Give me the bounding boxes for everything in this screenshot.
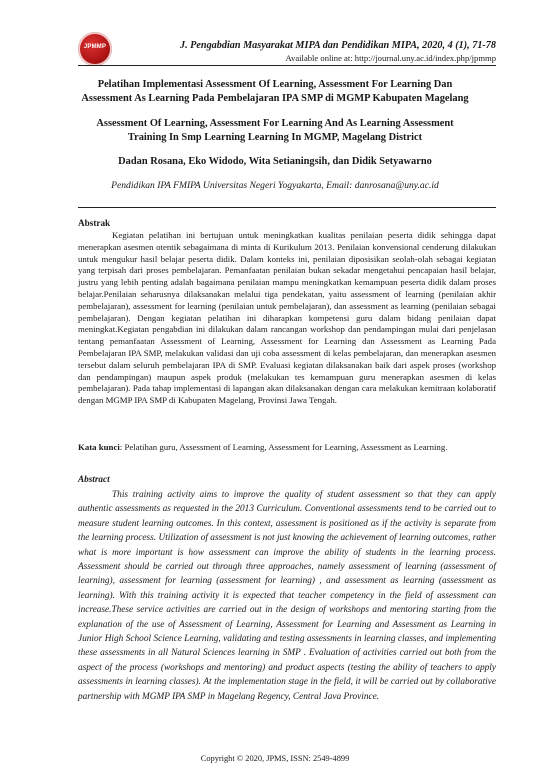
article-title-indonesian [60,78,490,106]
keywords-text: : Pelatihan guru, Assessment of Learning, Assessment for Learning, Assessment as Learning. [119,442,448,452]
abstract-heading: Abstract [78,474,110,484]
header-divider [78,65,496,66]
keywords-label: Kata kunci [78,442,120,452]
abstrak-heading: Abstrak [78,218,111,228]
title-en-line-1: Assessment Of Learning, Assessment For Learning And As Learning Assessment [96,118,454,129]
abstrak-body: Kegiatan pelatihan ini bertujuan untuk meningkatkan kualitas penilaian peserta didik sehingga dapat menerapkan asesmen otentik sebagaimana di minta di Kurikulum 2013. Penilaian konvensional cenderung dilakukan untuk mengukur hasil belajar peserta didik. Dalam konteks ini, penilaian diposisikan seolah-olah sebagai kegiatan yang terpisah dari proses pembelajaran. Pemanfaatan penilaian bukan sekadar mengetahui pencapaian hasil belajar, justru yang lebih penting adalah bagaimana penilaian mampu meningkatkan kemampuan peserta didik dalam proses belajar.Penilaian seharusnya dilaksanakan melalui tiga pendekatan, yaitu assessment of learning (penilaian akhir pembelajaran), assessment for learning (penilaian untuk pembelajaran), dan assessment as learning (penilaian sebagai pembelajaran). Dengan kegiatan pelatihan ini diharapkan kompetensi guru dalam bidang penilaian dapat meningkat.Kegiatan pengabdian ini dilakukan dalam rancangan workshop dan pendampingan mulai dari penjelasan tentang pemanfaatan Assessment of Learning, Assessment for Learning dan Assessment as Learning Pada Pembelajaran IPA SMP, melakukan validasi dan uji coba assessment di kelas pembelajaran, dan menerapkan asesmen tersebut dalam seluruh pembelajaran IPA di SMP. Evaluasi kegiatan dilaksanakan baik dari aspek proses (workshop dan pendampingan) maupun aspek produk (melakukan tes kemampuan guru menerapkan asesmen di kelas pembelajaran). Pada tahap implementasi di lapangan akan dilaksanakan dengan cara melakukan kemitraan kolaboratif dengan MGMP IPA SMP di Kabupaten Magelang, Provinsi Jawa Tengah. [78,230,496,406]
authors: Dadan Rosana, Eko Widodo, Wita Setianingsih, dan Didik Setyawarno [118,156,432,167]
title-id-line-2: Assessment As Learning Pada Pembelajaran IPA SMP di MGMP Kabupaten Magelang [81,93,469,104]
section-divider [78,207,496,208]
title-en-line-2: Training In Smp Learning Learning In MGMP, Magelang District [127,132,423,143]
title-id-line-1: Pelatihan Implementasi Assessment Of Learning, Assessment For Learning Dan [97,79,453,90]
copyright-footer: Copyright © 2020, JPMS, ISSN: 2549-4899 [200,754,350,763]
keywords [78,442,496,454]
abstract-body: This training activity aims to improve the quality of student assessment so that they can apply authentic assessments as requested in the 2013 Curriculum. Conventional assessments tend to be carried out to measure student learning outcomes. In this context, assessment is positioned as if the activity is separate from the learning process. Utilization of assessment is not just knowing the achievement of learning outcomes, rather what is more important is how assessment can improve the ability of students in the learning process. Assessment should be carried out through three approaches, namely assessment of learning (assessment of learning), assessment for learning (assessment for learning) , and assessment as learning (assessment as learning). With this training activity it is expected that teacher competency in the field of assessment can increase.These service activities are carried out in the design of workshops and mentoring starting from the explanation of the use of Assessment of Learning, Assessment for Learning and Assessment as Learning in Junior High School Science Learning, validating and testing assessments in learning classes, and implementing these assessments in all Natural Sciences learning in SMP . Evaluation of activities carried out both from the aspect of the process (workshops and mentoring) and product aspects (testing the ability of teachers to apply assessments in learning classes). At the implementation stage in the field, it will be carried out by collaborative partnership with MGMP IPA SMP in Magelang Regency, Central Java Province. [78,490,496,702]
article-title-english [60,117,490,145]
affiliation: Pendidikan IPA FMIPA Universitas Negeri Yogyakarta, Email: danrosana@uny.ac.id [111,180,439,191]
logo-text: JPMMP [83,44,107,50]
journal-url: Available online at: http://journal.uny.ac.id/index.php/jpmmp [285,53,496,63]
journal-title: J. Pengabdian Masyarakat MIPA dan Pendidikan MIPA, 2020, 4 (1), 71-78 [179,40,496,51]
journal-logo [78,32,112,66]
